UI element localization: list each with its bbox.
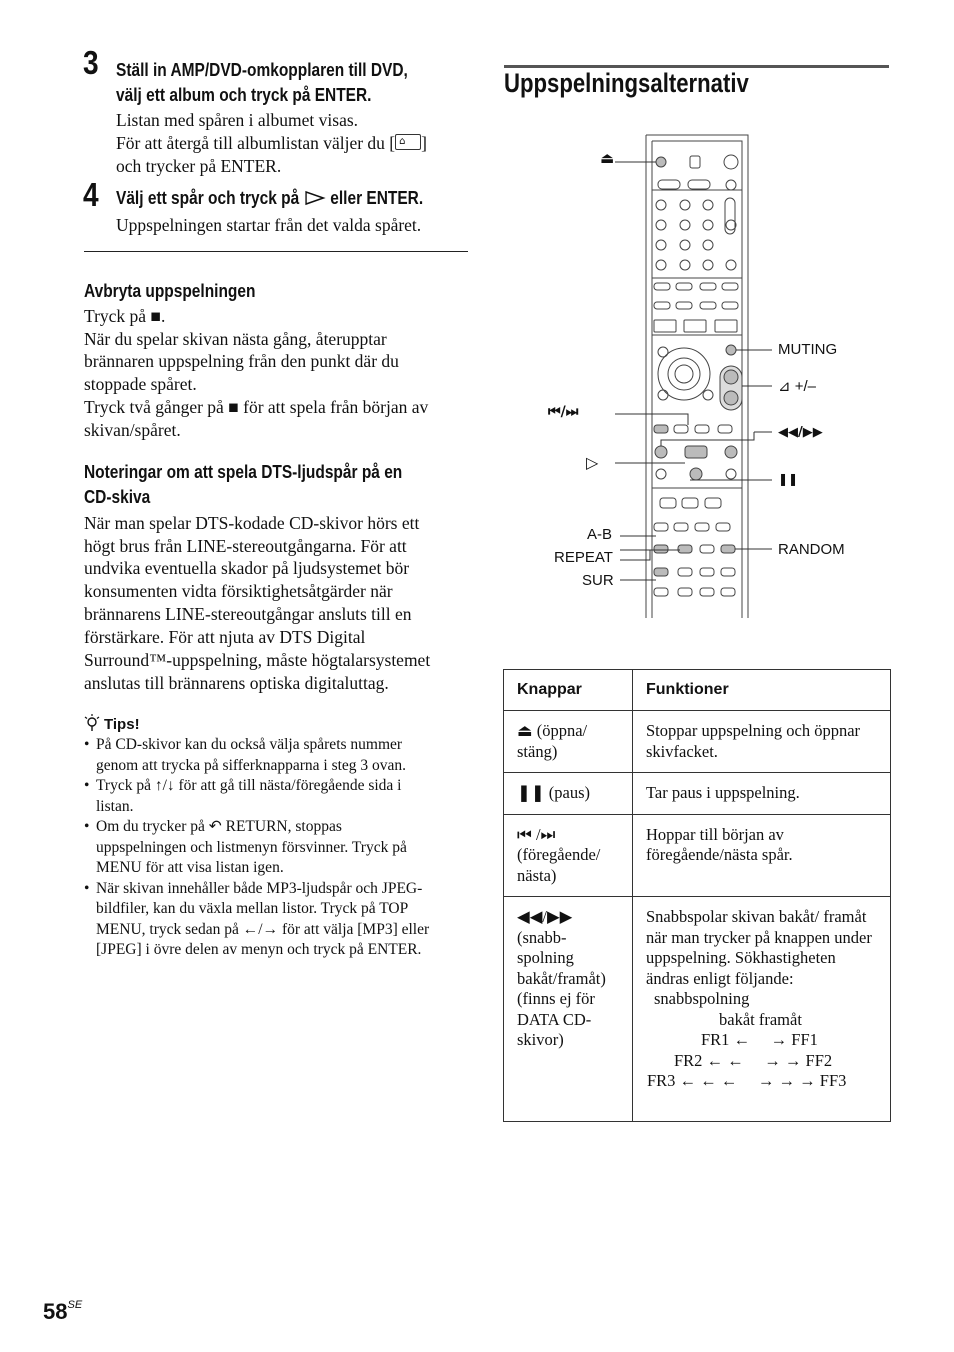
tips-list [84,735,474,961]
step-3-title-line2: välj ett album och tryck på ENTER. [116,85,372,105]
sur-label: SUR [582,572,614,589]
step-4-title: Välj ett spår och tryck på eller ENTER. [116,188,424,208]
dts-heading-l1: Noteringar om att spela DTS-ljudspår på en [84,462,403,482]
volume-icon: ⊿ [778,377,791,395]
avbryta-l5: Tryck två gånger på ■ för att spela från början av [84,397,429,417]
table-cell: ◀◀/▶▶ (snabb-spolning bakåt/framåt) (finns ej för DATA CD-skivor) [504,897,633,1122]
dts-l6: förstärkare. För att njuta av DTS Digital [84,627,366,647]
pause-label: ❚❚ [778,472,799,486]
table-cell: ❚❚ (paus) [504,773,633,815]
avbryta-l3: brännaren uppspelning från den punkt där du [84,351,399,371]
tip-item: • Tryck på ↑/↓ för att gå till nästa/föregående sida i listan. [84,776,474,817]
avbryta-l2: När du spelar skivan nästa gång, återupptar [84,329,387,349]
step-3-text-3: och trycker på ENTER. [116,156,282,176]
ab-label: A-B [587,526,613,543]
table-row [504,773,891,815]
step-3-title-line1: Ställ in AMP/DVD-omkopplaren till DVD, [116,60,408,80]
divider [84,251,468,252]
play-icon [304,190,326,206]
table-cell: ⏮ /⏭ (föregående/ nästa) [504,814,633,897]
table-row [504,814,891,897]
step-3-number: 3 [83,44,99,81]
avbryta-l4: stoppade spåret. [84,374,197,394]
dts-l3: undvika eventuella skador på ljudsystemet bör [84,558,410,578]
avbryta-heading: Avbryta uppspelningen [84,281,256,301]
functions-table [503,669,891,1122]
repeat-label: REPEAT [554,549,613,566]
table-cell: Tar paus i uppspelning. [633,773,891,815]
table-cell: Hoppar till början av föregående/nästa spår. [633,814,891,897]
dts-l4: konsumenten vidta försiktighetsåtgärder när [84,581,393,601]
section-title: Uppspelningsalternativ [504,68,749,98]
step-4-text: Uppspelningen startar från det valda spåret. [116,215,422,235]
dts-heading-l2: CD-skiva [84,487,151,507]
prev-next-label: ⏮/⏭ [548,404,579,420]
table-header-funktioner: Funktioner [633,670,891,711]
avbryta-l6: skivan/spåret. [84,420,181,440]
rew-ff-label: ◀◀/▶▶ [778,425,823,440]
table-header-knappar: Knappar [504,670,633,711]
folder-up-icon: ⌂ [395,134,421,150]
eject-label: ⏏ [600,149,615,167]
play-label: ▷ [586,453,599,472]
dts-l2: högt brus från LINE-stereoutgångarna. För att [84,536,407,556]
step-3-text-2: För att återgå till albumlistan väljer du [ ⌂ ] [116,133,427,153]
tip-item: • Om du trycker på ↶ RETURN, stoppas uppspelningen och listmenyn försvinner. Tryck på MENU för att visa listan igen. [84,817,474,879]
dts-l1: När man spelar DTS-kodade CD-skivor hörs ett [84,513,420,533]
table-cell: ⏏ (öppna/ stäng) [504,711,633,773]
step-3-text-1: Listan med spåren i albumet visas. [116,110,359,130]
page-number: $58^{SE}$ [43,1299,83,1324]
table-row [504,711,891,773]
volume-label: ⊿ +/– [778,377,817,395]
tip-item: • På CD-skivor kan du också välja spårets nummer genom att trycka på sifferknapparna i steg 3 ovan. [84,735,474,776]
table-cell: Snabbspolar skivan bakåt/ framåt när man trycker på knappen under uppspelning. Sökhastigheten ändras enligt följande: snabbspolning bakåt framåt FR1 ← → FF1 FR2 ← ← → → FF2 FR3 ← ← ← → → → FF3 [633,897,891,1122]
avbryta-l1: Tryck på ■. [84,306,166,326]
table-row [504,897,891,1122]
dts-l8: anslutas till brännarens optiska digitaluttag. [84,673,389,693]
step-4-number: 4 [83,176,99,213]
table-header-row [504,670,891,711]
lightbulb-icon [84,714,100,732]
muting-label: MUTING [778,341,838,358]
tip-item: • När skivan innehåller både MP3-ljudspår och JPEG- bildfiler, kan du växla mellan listor. Tryck på TOP MENU, tryck sedan på ←/→ för att välja [MP3] eller [JPEG] i övre delen av menyn och tryck på ENTER. [84,879,474,961]
dts-l5: brännarens LINE-stereoutgångar ansluts till en [84,604,412,624]
dts-l7: Surround™-uppspelning, måste högtalarsystemet [84,650,431,670]
random-label: RANDOM [778,541,845,558]
tips-header: Tips! [84,714,140,734]
table-cell: Stoppar uppspelning och öppnar skivfacket. [633,711,891,773]
